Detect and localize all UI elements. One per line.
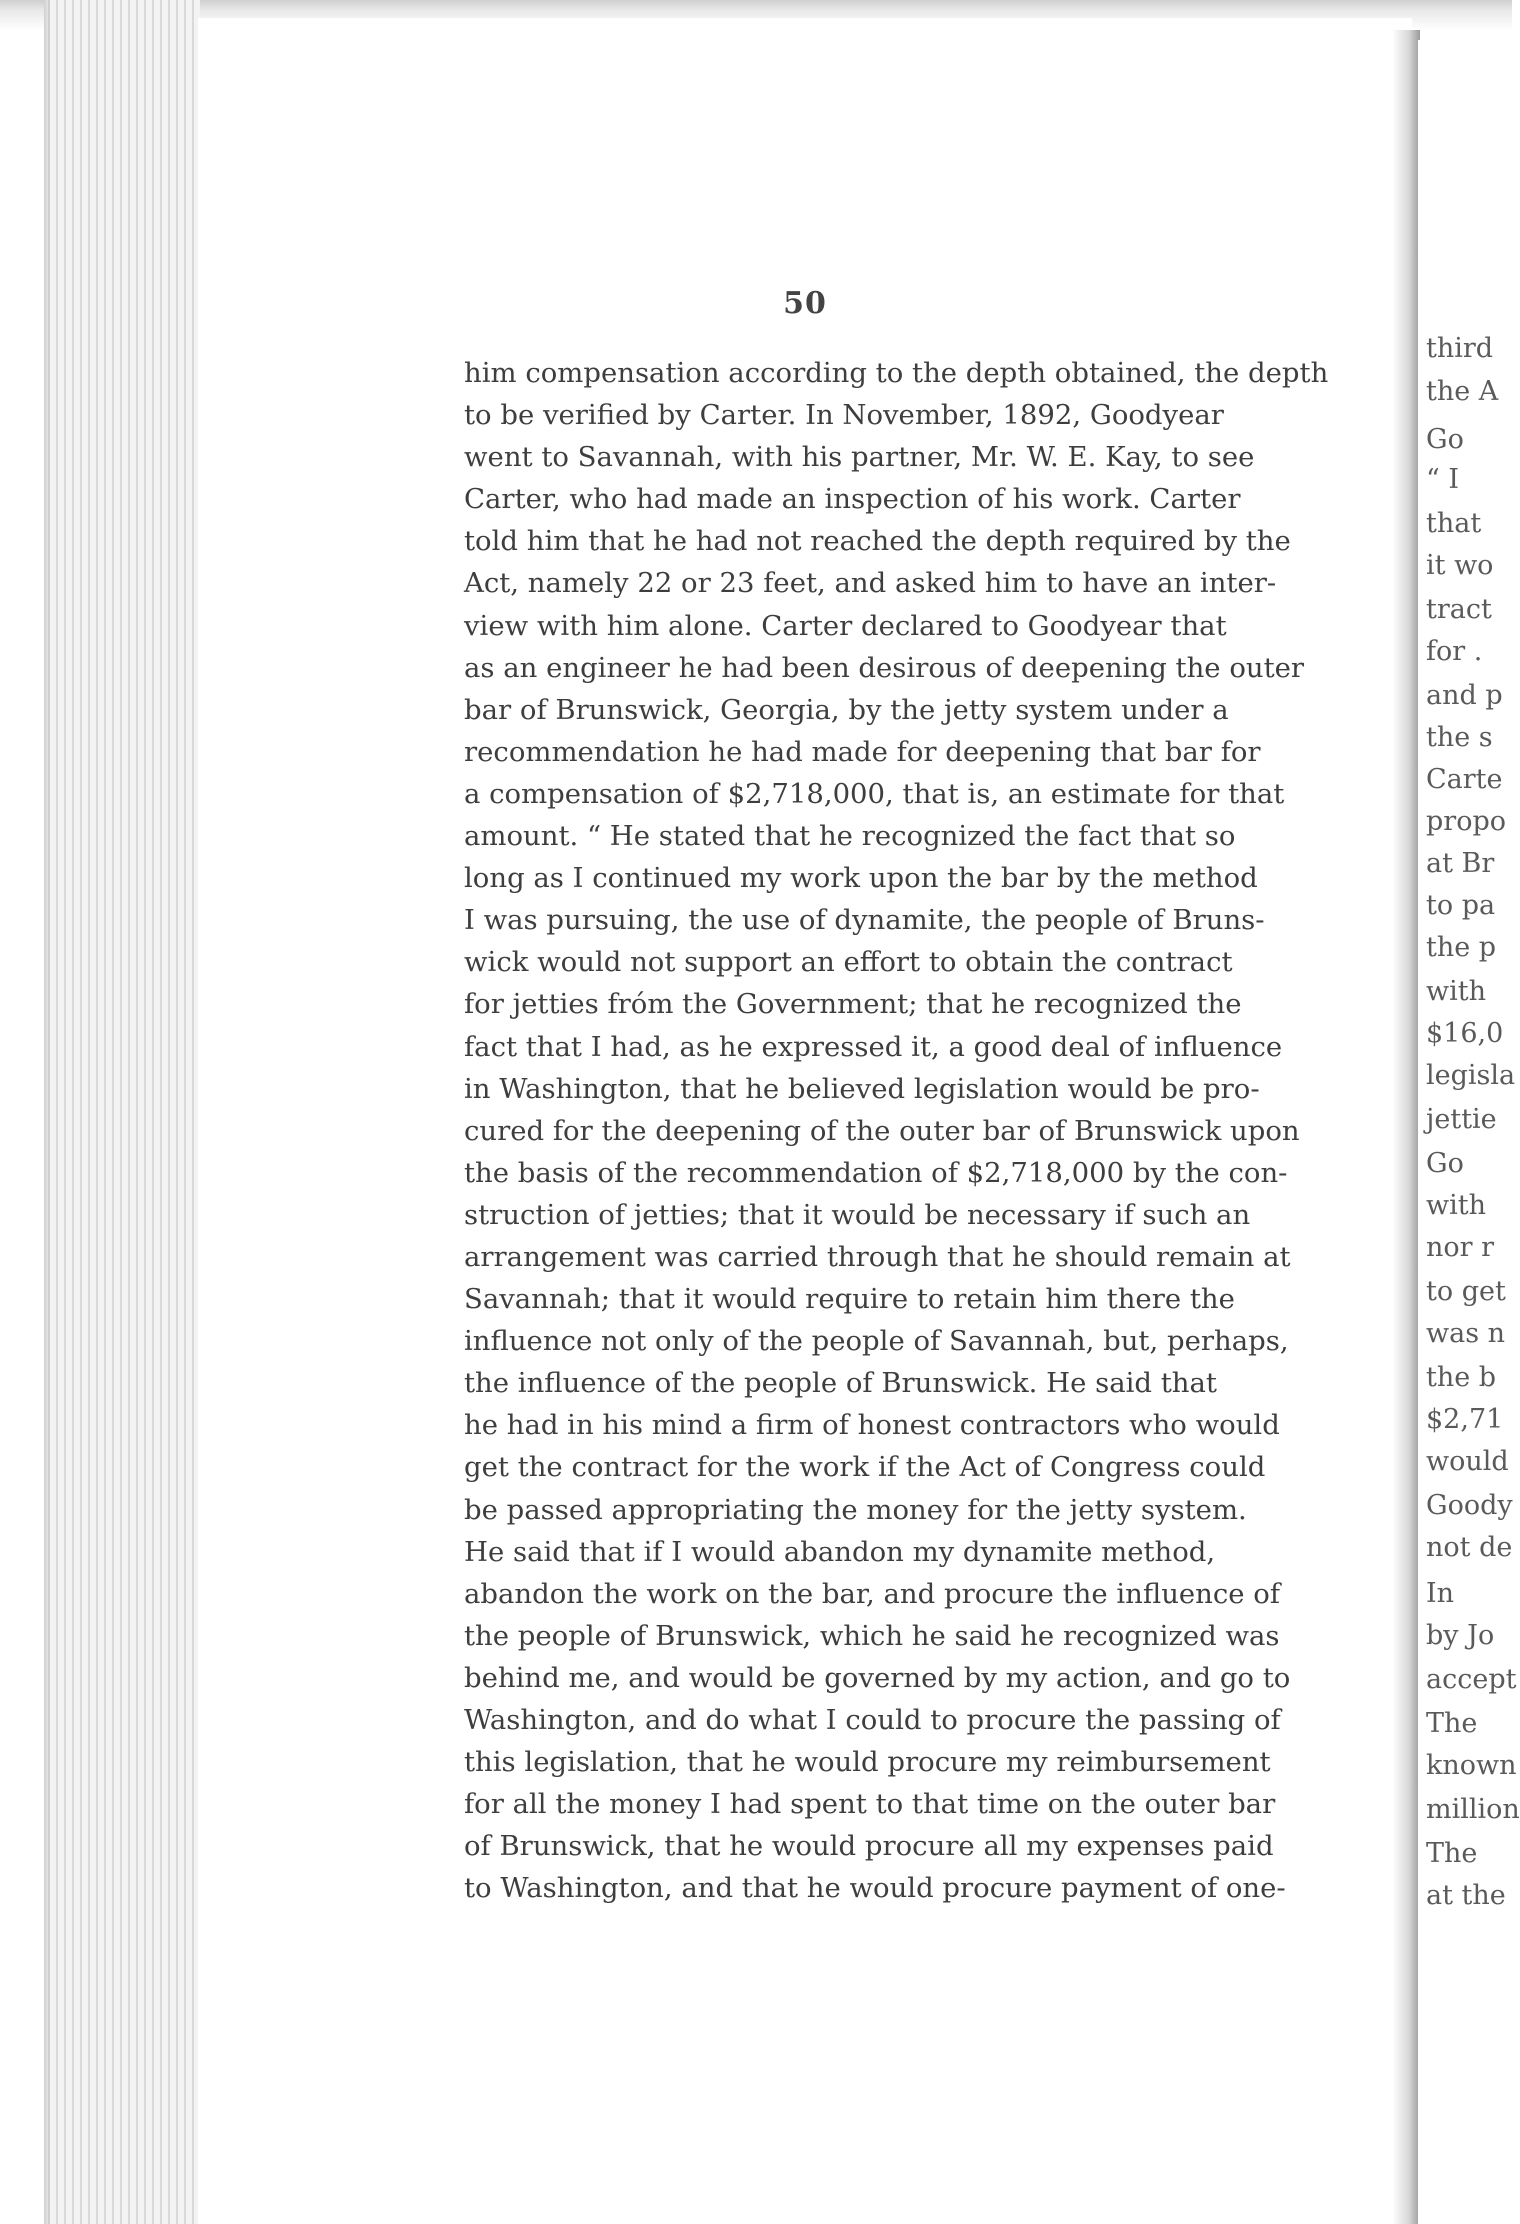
left-page — [198, 18, 1412, 2224]
text-line: to Washington, and that he would procure payment of one- — [464, 1872, 1286, 1905]
facing-page-line: legisla — [1426, 1060, 1516, 1091]
text-line: get the contract for the work if the Act of Congress could — [464, 1451, 1266, 1484]
facing-page-line: to pa — [1426, 890, 1496, 921]
text-line: abandon the work on the bar, and procure the influence of — [464, 1577, 1281, 1610]
facing-page-line: it wo — [1426, 550, 1494, 581]
facing-page-line: The — [1426, 1708, 1478, 1739]
facing-page-line: accept — [1426, 1664, 1517, 1695]
text-line: He said that if I would abandon my dynamite method, — [464, 1535, 1216, 1568]
text-line: a compensation of $2,718,000, that is, an estimate for that — [464, 777, 1285, 810]
facing-page-line: with — [1426, 1190, 1486, 1221]
facing-page-line: for . — [1426, 636, 1483, 667]
body-text — [464, 352, 1329, 1909]
facing-page-line: In — [1426, 1578, 1455, 1609]
facing-page-line: not de — [1426, 1532, 1513, 1563]
facing-page-line: that — [1426, 508, 1482, 539]
text-line: this legislation, that he would procure my reimbursement — [464, 1746, 1271, 1779]
facing-page-partial — [1418, 40, 1520, 2224]
facing-page-line: Carte — [1426, 764, 1503, 795]
text-line: for all the money I had spent to that time on the outer bar — [464, 1788, 1276, 1821]
facing-page-line: to get — [1426, 1276, 1506, 1307]
text-line: told him that he had not reached the depth required by the — [464, 525, 1291, 558]
text-line: he had in his mind a firm of honest contractors who would — [464, 1409, 1280, 1442]
facing-page-line: propo — [1426, 806, 1506, 837]
text-line: bar of Brunswick, Georgia, by the jetty system under a — [464, 693, 1229, 726]
text-line: as an engineer he had been desirous of deepening the outer — [464, 651, 1305, 684]
facing-page-line: Goody — [1426, 1490, 1513, 1521]
text-line: Washington, and do what I could to procure the passing of — [464, 1704, 1281, 1736]
book-gutter-shadow — [1392, 30, 1420, 2224]
facing-page-line: and p — [1426, 680, 1503, 711]
text-line: struction of jetties; that it would be necessary if such an — [464, 1198, 1251, 1231]
text-line: arrangement was carried through that he should remain at — [464, 1240, 1291, 1273]
text-line: Savannah; that it would require to retain him there the — [464, 1283, 1235, 1316]
facing-page-line: million — [1426, 1794, 1520, 1825]
facing-page-line: was n — [1426, 1318, 1506, 1349]
text-line: wick would not support an effort to obtain the contract — [464, 946, 1233, 979]
text-line: recommendation he had made for deepening that bar for — [464, 735, 1261, 768]
text-line: long as I continued my work upon the bar by the method — [464, 862, 1258, 895]
text-line: him compensation according to the depth obtained, the depth — [464, 357, 1329, 389]
text-line: of Brunswick, that he would procure all my expenses paid — [464, 1830, 1274, 1863]
facing-page-line: with — [1426, 976, 1486, 1007]
facing-page-line: known — [1426, 1750, 1517, 1781]
text-line: amount. “ He stated that he recognized the fact that so — [464, 820, 1236, 853]
text-line: to be verified by Carter. In November, 1892, Goodyear — [464, 399, 1224, 432]
text-line: influence not only of the people of Savannah, but, perhaps, — [464, 1325, 1289, 1358]
text-line: be passed appropriating the money for the jetty system. — [464, 1493, 1247, 1526]
text-line: for jetties fróm the Government; that he recognized the — [464, 988, 1242, 1021]
text-line: the basis of the recommendation of $2,718,000 by the con- — [464, 1156, 1288, 1189]
facing-page-line: $2,71 — [1426, 1404, 1504, 1435]
facing-page-line: Go — [1426, 1148, 1464, 1179]
text-line: cured for the deepening of the outer bar of Brunswick upon — [464, 1114, 1300, 1147]
facing-page-line: jettie — [1426, 1104, 1497, 1135]
facing-page-line: the s — [1426, 722, 1493, 753]
facing-page-line: tract — [1426, 594, 1492, 625]
facing-page-line: the p — [1426, 932, 1497, 963]
facing-page-line: would — [1426, 1446, 1509, 1477]
facing-page-line: $16,0 — [1426, 1018, 1504, 1049]
text-line: Act, namely 22 or 23 feet, and asked him to have an inter- — [464, 567, 1277, 600]
facing-page-line: the b — [1426, 1362, 1497, 1393]
text-line: behind me, and would be governed by my action, and go to — [464, 1661, 1291, 1694]
facing-page-line: by Jo — [1426, 1620, 1495, 1651]
text-line: went to Savannah, with his partner, Mr. W. E. Kay, to see — [464, 441, 1255, 474]
facing-page-line: The — [1426, 1838, 1478, 1869]
text-line: fact that I had, as he expressed it, a good deal of influence — [464, 1030, 1283, 1063]
facing-page-line: nor r — [1426, 1232, 1495, 1263]
text-line: the people of Brunswick, which he said he recognized was — [464, 1619, 1280, 1652]
stacked-page-edges — [48, 0, 200, 2224]
facing-page-line: the A — [1426, 376, 1499, 407]
text-line: Carter, who had made an inspection of his work. Carter — [464, 483, 1241, 516]
page-number: 50 — [783, 286, 827, 321]
facing-page-line: “ I — [1426, 464, 1460, 495]
text-line: the influence of the people of Brunswick. He said that — [464, 1367, 1217, 1400]
text-line: view with him alone. Carter declared to Goodyear that — [464, 609, 1227, 642]
text-line: I was pursuing, the use of dynamite, the people of Bruns- — [464, 904, 1265, 937]
text-line: in Washington, that he believed legislation would be pro- — [464, 1072, 1260, 1105]
facing-page-line: at the — [1426, 1880, 1506, 1911]
facing-page-line: Go — [1426, 424, 1464, 455]
facing-page-line: third — [1426, 333, 1494, 364]
facing-page-line: at Br — [1426, 848, 1495, 879]
